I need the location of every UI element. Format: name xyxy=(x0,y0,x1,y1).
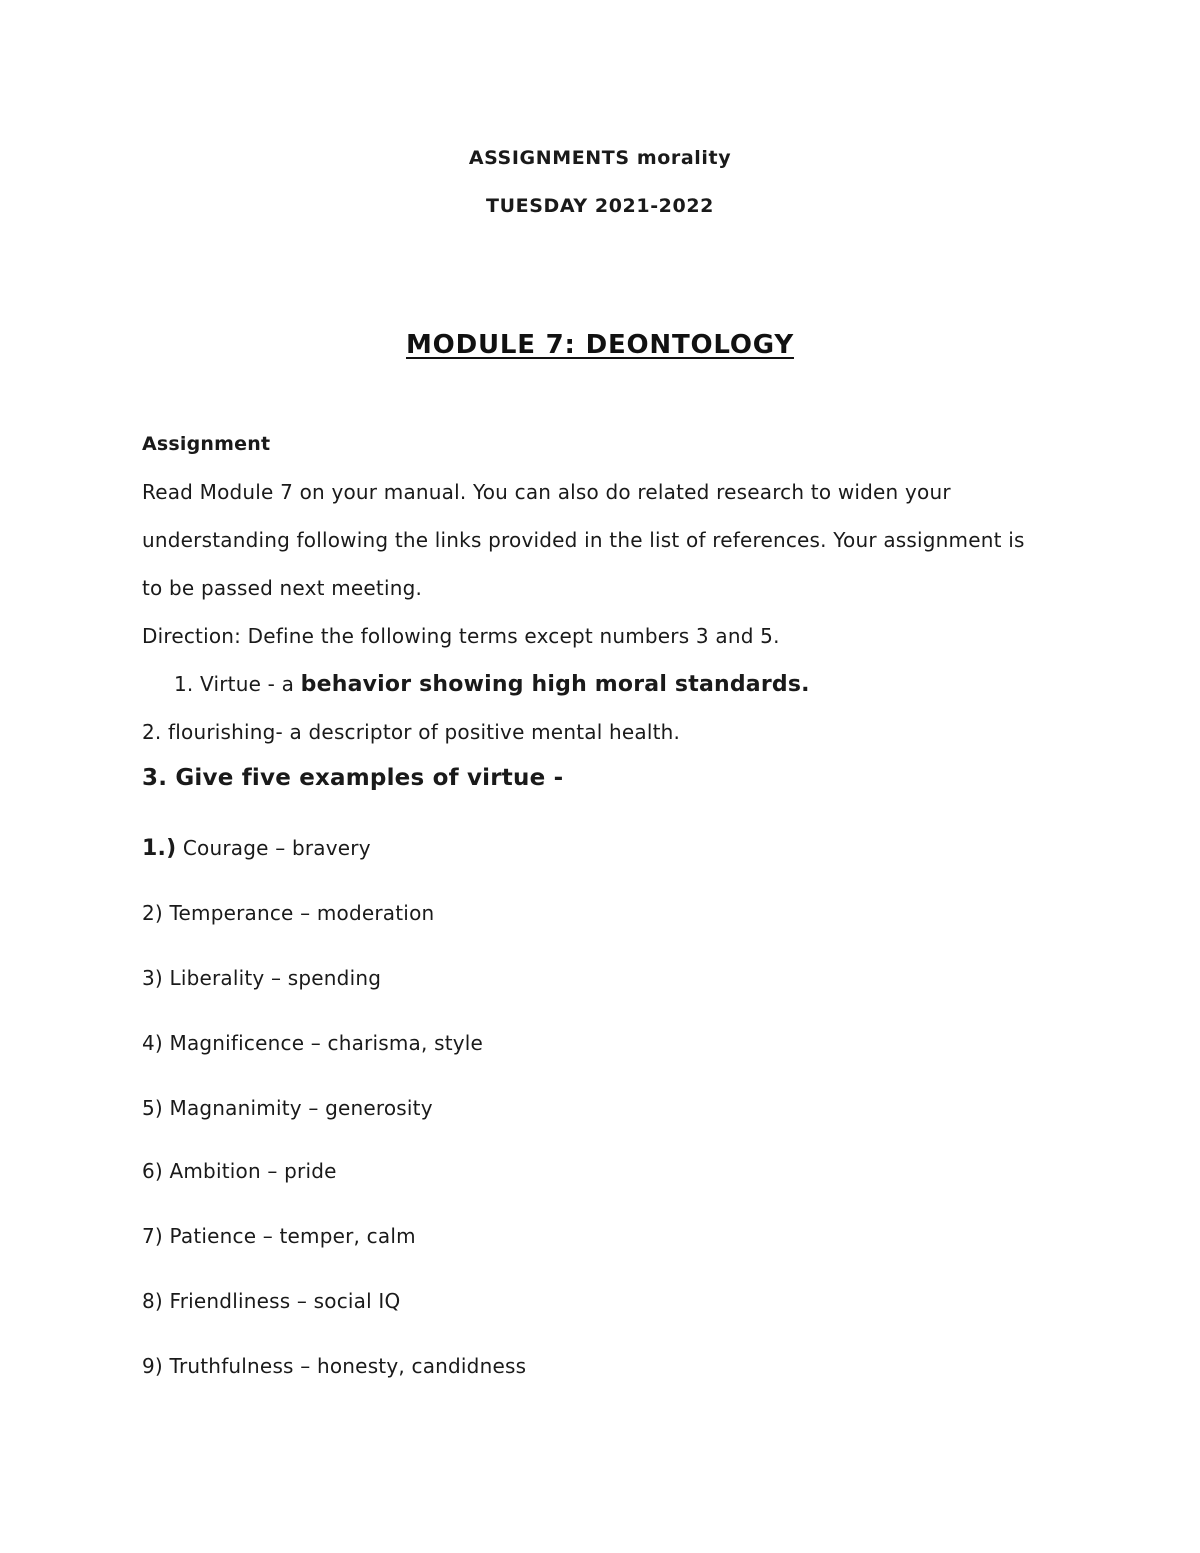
virtue-text: Truthfulness – honesty, candidness xyxy=(162,1354,527,1378)
header-date: TUESDAY 2021-2022 xyxy=(486,195,714,217)
virtue-number: 8) xyxy=(142,1289,163,1313)
virtue-item xyxy=(142,1352,526,1380)
item-virtue xyxy=(174,670,810,699)
virtue-text: Courage – bravery xyxy=(176,836,371,860)
item-virtue-definition: behavior showing high moral standards. xyxy=(300,672,810,697)
virtue-item xyxy=(142,964,381,992)
virtue-text: Patience – temper, calm xyxy=(162,1224,416,1248)
virtue-number: 1.) xyxy=(142,836,177,861)
question-three: 3. Give five examples of virtue - xyxy=(142,765,564,791)
header-title: ASSIGNMENTS morality xyxy=(468,147,732,169)
virtue-text: Magnificence – charisma, style xyxy=(162,1031,484,1055)
direction-text: Direction: Define the following terms except numbers 3 and 5. xyxy=(142,624,780,648)
virtue-text: Temperance – moderation xyxy=(162,901,435,925)
virtue-item xyxy=(142,1029,483,1057)
paragraph-line-2: understanding following the links provided in the list of references. Your assignment is xyxy=(142,528,1025,552)
item-flourishing: 2. flourishing- a descriptor of positive mental health. xyxy=(142,720,681,744)
paragraph-line-3: to be passed next meeting. xyxy=(142,576,423,600)
virtue-number: 3) xyxy=(142,966,163,990)
paragraph-line-1: Read Module 7 on your manual. You can also do related research to widen your xyxy=(142,480,951,504)
virtue-item xyxy=(142,1222,416,1250)
virtue-item xyxy=(142,1287,400,1315)
virtue-number: 9) xyxy=(142,1354,163,1378)
virtue-item xyxy=(142,834,371,863)
virtue-number: 7) xyxy=(142,1224,163,1248)
virtue-item xyxy=(142,1157,337,1185)
assignment-heading: Assignment xyxy=(142,433,271,455)
module-title: MODULE 7: DEONTOLOGY xyxy=(406,330,794,360)
virtue-text: Magnanimity – generosity xyxy=(162,1096,433,1120)
virtue-text: Liberality – spending xyxy=(162,966,382,990)
virtue-text: Ambition – pride xyxy=(162,1159,337,1183)
virtue-number: 5) xyxy=(142,1096,163,1120)
item-virtue-prefix: 1. Virtue - a xyxy=(174,672,301,696)
virtue-item xyxy=(142,899,434,927)
virtue-number: 2) xyxy=(142,901,163,925)
virtue-text: Friendliness – social IQ xyxy=(162,1289,401,1313)
virtue-number: 4) xyxy=(142,1031,163,1055)
virtue-number: 6) xyxy=(142,1159,163,1183)
virtue-item xyxy=(142,1094,433,1122)
